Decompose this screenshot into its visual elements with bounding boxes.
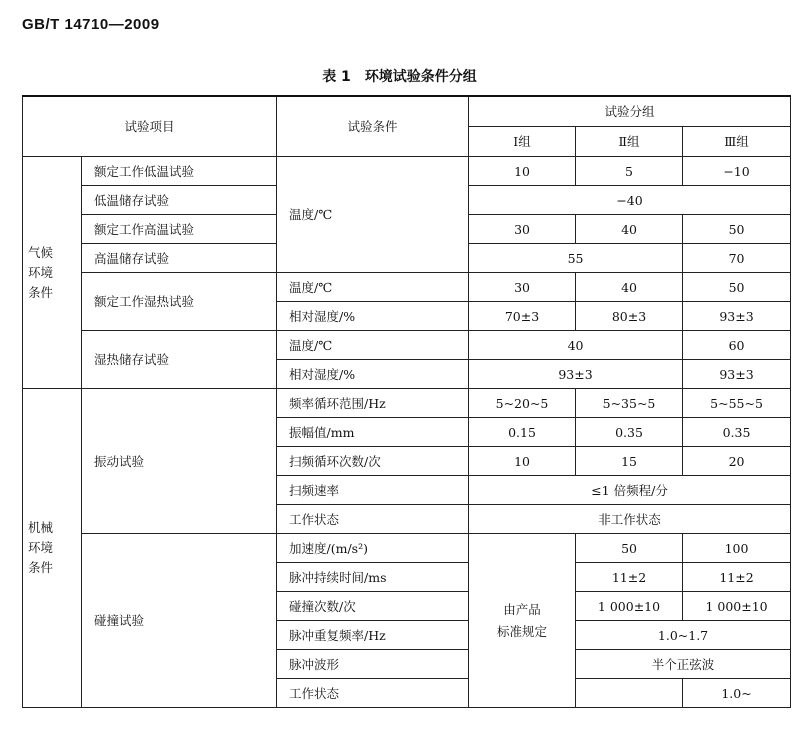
condition-label: 加速度/(m/s²): [277, 534, 469, 563]
condition-label: 脉冲持续时间/ms: [277, 563, 469, 592]
condition-label: 脉冲重复频率/Hz: [277, 621, 469, 650]
cell-value: 11±2: [576, 563, 683, 592]
cell-value: 40: [469, 331, 683, 360]
test-name: 碰撞试验: [82, 534, 277, 708]
header-group-2: Ⅱ组: [576, 127, 683, 157]
test-name: 振动试验: [82, 389, 277, 534]
header-test-item: 试验项目: [23, 96, 277, 157]
condition-label: 相对湿度/%: [277, 360, 469, 389]
cell-value: 5: [576, 157, 683, 186]
cell-value: 15: [576, 447, 683, 476]
cell-value: 1.0~1.7: [576, 621, 791, 650]
condition-label: 扫频速率: [277, 476, 469, 505]
table-title: 环境试验条件分组: [364, 69, 477, 85]
cell-value: 11±2: [683, 563, 791, 592]
test-name: 额定工作低温试验: [82, 157, 277, 186]
cell-value: −40: [469, 186, 791, 215]
cell-value: 100: [683, 534, 791, 563]
cell-value: 70±3: [469, 302, 576, 331]
test-name: 湿热储存试验: [82, 331, 277, 389]
group-1-note: 由产品 标准规定: [469, 534, 576, 708]
header-test-groups: 试验分组: [469, 96, 791, 127]
cell-value: ≤1 倍频程/分: [469, 476, 791, 505]
cell-value: 20: [683, 447, 791, 476]
cell-value: 5~35~5: [576, 389, 683, 418]
condition-label: 温度/℃: [277, 273, 469, 302]
standard-number: GB/T 14710—2009: [22, 16, 160, 33]
cell-value: 0.35: [683, 418, 791, 447]
condition-label: 温度/℃: [277, 331, 469, 360]
cell-value: 0.15: [469, 418, 576, 447]
condition-label: 相对湿度/%: [277, 302, 469, 331]
condition-label: 碰撞次数/次: [277, 592, 469, 621]
cell-value: 40: [576, 215, 683, 244]
table-row: [23, 273, 791, 302]
table-caption: [0, 66, 799, 86]
cell-value: 1 000±10: [683, 592, 791, 621]
condition-label: 频率循环范围/Hz: [277, 389, 469, 418]
table-number: 表 1: [322, 69, 351, 85]
cell-value: 50: [683, 273, 791, 302]
cell-value: 60: [683, 331, 791, 360]
header-test-condition: 试验条件: [277, 96, 469, 157]
cell-value: 80±3: [576, 302, 683, 331]
cell-value: 半个正弦波: [576, 650, 791, 679]
table-row: [23, 331, 791, 360]
header-group-1: Ⅰ组: [469, 127, 576, 157]
cell-value: 5~55~5: [683, 389, 791, 418]
category-climate: 气候 环境 条件: [23, 157, 82, 389]
cell-value: [576, 679, 683, 708]
condition-label: 扫频循环次数/次: [277, 447, 469, 476]
header-group-3: Ⅲ组: [683, 127, 791, 157]
cell-value: 50: [683, 215, 791, 244]
cell-value: 1 000±10: [576, 592, 683, 621]
condition-label: 工作状态: [277, 679, 469, 708]
test-name: 高温储存试验: [82, 244, 277, 273]
cell-value: 非工作状态: [469, 505, 791, 534]
environmental-test-table: [22, 95, 791, 708]
cell-value: 93±3: [683, 360, 791, 389]
test-name: 低温储存试验: [82, 186, 277, 215]
cell-value: 50: [576, 534, 683, 563]
table-row: [23, 157, 791, 186]
cell-value: 0.35: [576, 418, 683, 447]
test-name: 额定工作高温试验: [82, 215, 277, 244]
cell-value: −10: [683, 157, 791, 186]
cell-value: 30: [469, 273, 576, 302]
cell-value: 55: [469, 244, 683, 273]
cell-value: 1.0~: [683, 679, 791, 708]
condition-label: 振幅值/mm: [277, 418, 469, 447]
table-row: [23, 534, 791, 563]
cell-value: 30: [469, 215, 576, 244]
cell-value: 5~20~5: [469, 389, 576, 418]
table-row: [23, 389, 791, 418]
condition-temperature: 温度/℃: [277, 157, 469, 273]
cell-value: 93±3: [469, 360, 683, 389]
category-mechanical: 机械 环境 条件: [23, 389, 82, 708]
cell-value: 70: [683, 244, 791, 273]
condition-label: 工作状态: [277, 505, 469, 534]
condition-label: 脉冲波形: [277, 650, 469, 679]
cell-value: 40: [576, 273, 683, 302]
cell-value: 10: [469, 157, 576, 186]
cell-value: 93±3: [683, 302, 791, 331]
test-name: 额定工作湿热试验: [82, 273, 277, 331]
cell-value: 10: [469, 447, 576, 476]
